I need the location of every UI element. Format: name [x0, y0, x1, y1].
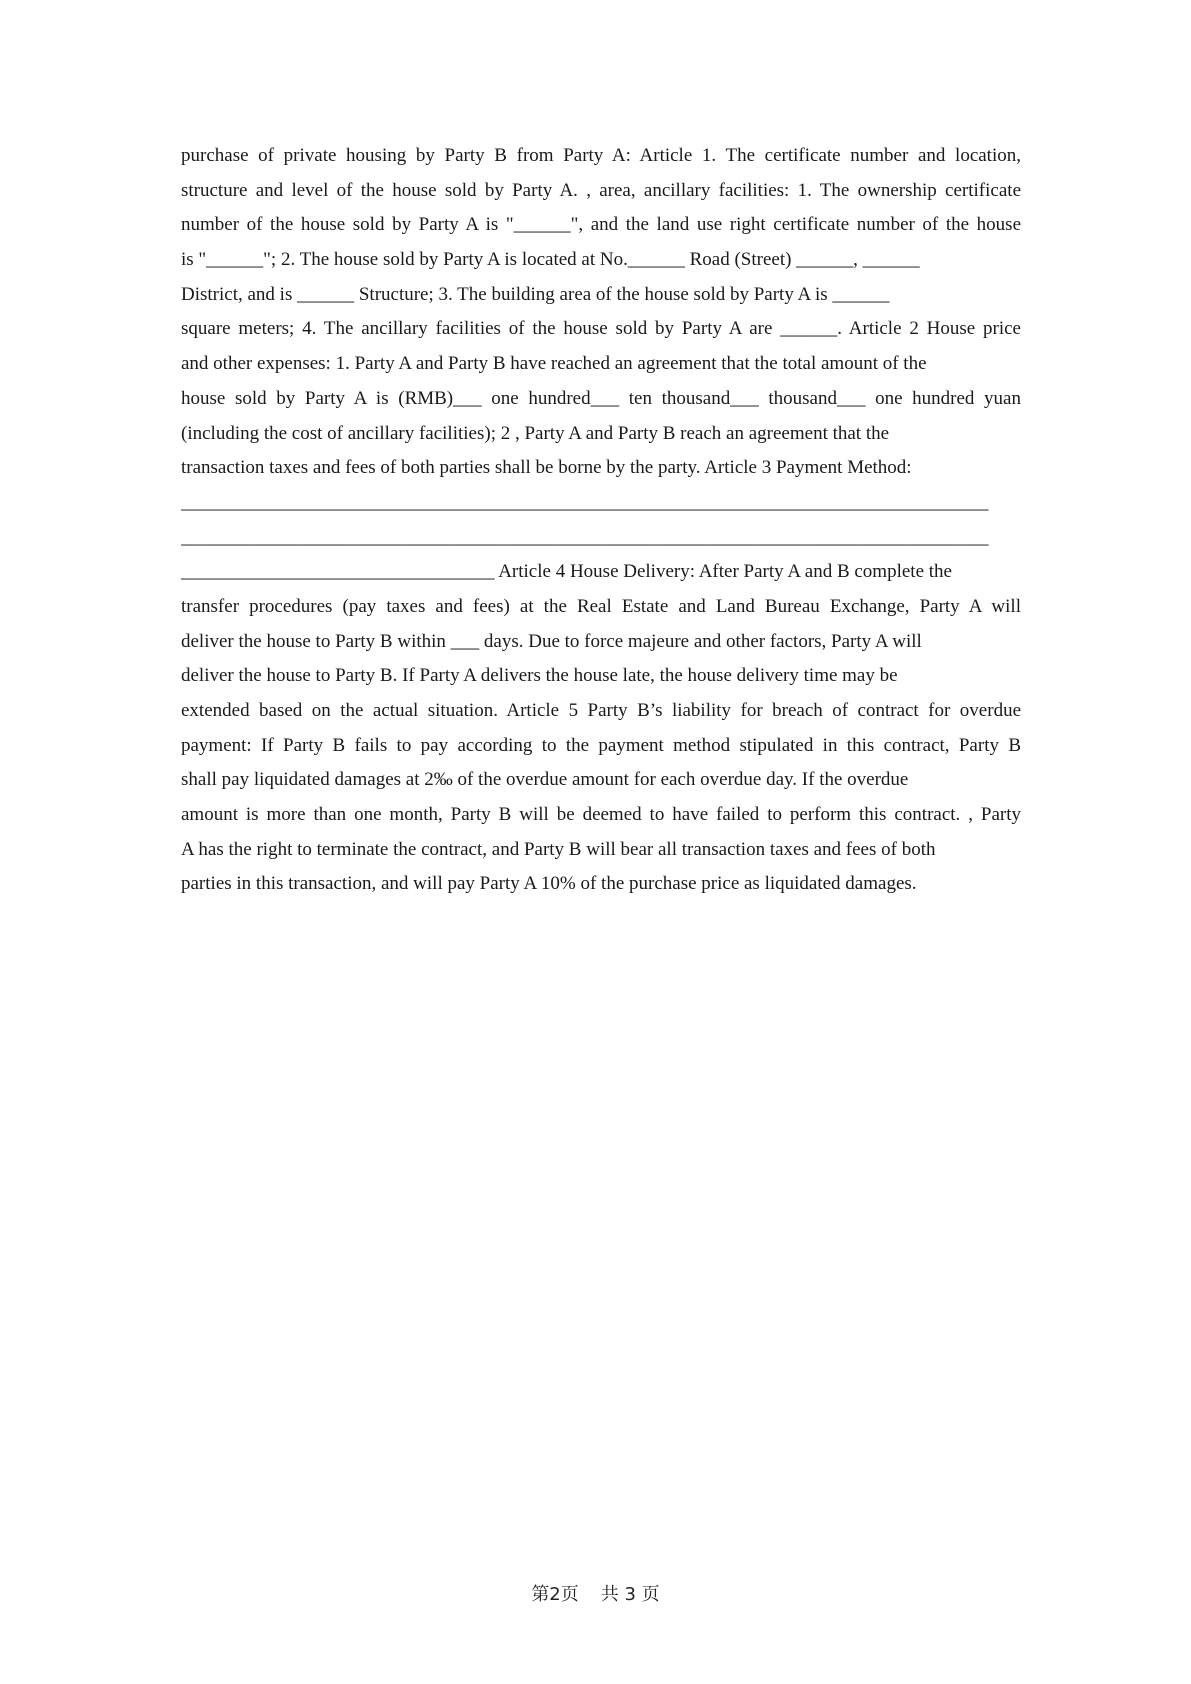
- contract-body: [181, 139, 1021, 902]
- body-line: payment: If Party B fails to pay according to the payment method stipulated in this contract, Party B: [181, 734, 1021, 756]
- body-line: transfer procedures (pay taxes and fees) at the Real Estate and Land Bureau Exchange, Party A will: [181, 595, 1021, 617]
- body-line: _________________________________ Article 4 House Delivery: After Party A and B complete the: [181, 561, 952, 583]
- page-number-total: 共 3 页: [600, 1584, 660, 1605]
- body-line: (including the cost of ancillary facilities); 2 , Party A and Party B reach an agreement that the: [181, 422, 890, 444]
- body-line: extended based on the actual situation. Article 5 Party B’s liability for breach of contract for overdue: [181, 700, 1021, 721]
- body-line: parties in this transaction, and will pay Party A 10% of the purchase price as liquidated damages.: [181, 873, 917, 895]
- body-line: house sold by Party A is (RMB)___ one hundred___ ten thousand___ thousand___ one hundred yuan: [181, 387, 1021, 409]
- page-footer: [0, 1580, 1191, 1606]
- body-line: is "______"; 2. The house sold by Party A is located at No.______ Road (Street) ______, ______: [181, 249, 920, 271]
- body-line: square meters; 4. The ancillary facilities of the house sold by Party A are ______. Article 2 House price: [181, 318, 1021, 340]
- body-line: and other expenses: 1. Party A and Party B have reached an agreement that the total amount of the: [181, 353, 927, 375]
- blank-line: _____________________________________________________________________________________: [181, 526, 989, 548]
- body-line: deliver the house to Party B. If Party A delivers the house late, the house delivery time may be: [181, 665, 898, 687]
- body-line: shall pay liquidated damages at 2‰ of the overdue amount for each overdue day. If the overdue: [181, 769, 909, 791]
- body-line: structure and level of the house sold by Party A. , area, ancillary facilities: 1. The ownership certificate: [181, 179, 1021, 201]
- body-line: purchase of private housing by Party B from Party A: Article 1. The certificate number and location,: [181, 145, 1021, 166]
- body-line: number of the house sold by Party A is "______", and the land use right certificate number of the house: [181, 214, 1021, 236]
- body-line: amount is more than one month, Party B will be deemed to have failed to perform this contract. , Party: [181, 804, 1021, 826]
- page-number-current: 第2页: [531, 1584, 579, 1605]
- body-line: deliver the house to Party B within ___ days. Due to force majeure and other factors, Party A will: [181, 630, 922, 652]
- body-line: A has the right to terminate the contract, and Party B will bear all transaction taxes and fees of both: [181, 838, 936, 860]
- body-line: transaction taxes and fees of both parties shall be borne by the party. Article 3 Payment Method:: [181, 457, 912, 479]
- body-line: District, and is ______ Structure; 3. The building area of the house sold by Party A is ______: [181, 283, 890, 305]
- blank-line: _____________________________________________________________________________________: [181, 491, 989, 513]
